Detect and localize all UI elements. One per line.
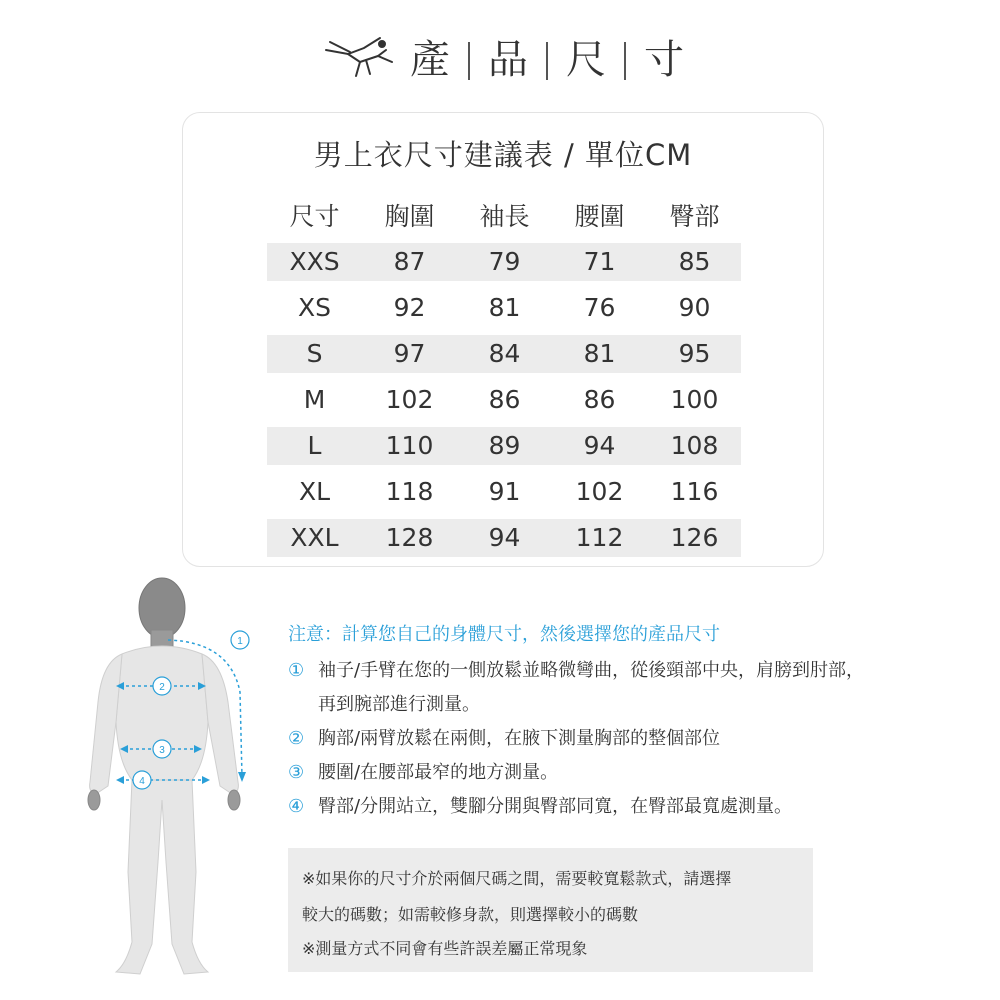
note-item (288, 722, 968, 756)
note-number: ④ (288, 796, 305, 817)
table-cell: 128 (385, 523, 434, 552)
table-cell: S (306, 339, 323, 368)
page-header (0, 30, 1000, 90)
table-cell: 76 (583, 293, 616, 322)
table-cell: XL (298, 477, 331, 506)
note-number: ② (288, 728, 305, 749)
header-divider (468, 42, 470, 80)
header-divider (546, 42, 548, 80)
note-number: ① (288, 660, 305, 681)
table-cell: 102 (385, 385, 434, 414)
table-cell: 91 (488, 477, 521, 506)
column-header-waist: 腰圍 (574, 202, 625, 231)
note-number: ③ (288, 762, 305, 783)
table-cell: 92 (393, 293, 426, 322)
table-cell: 86 (583, 385, 616, 414)
header-divider (624, 42, 626, 80)
table-cell: 81 (488, 293, 521, 322)
table-cell: M (303, 385, 326, 414)
note-text: 再到腕部進行測量。 (318, 694, 480, 715)
table-cell: 94 (488, 523, 521, 552)
table-cell: 112 (575, 523, 624, 552)
marker-2: 2 (159, 682, 165, 693)
column-header-size: 尺寸 (289, 202, 340, 231)
note-text: 臀部/分開站立，雙腳分開與臀部同寬，在臀部最寬處測量。 (318, 796, 793, 817)
column-header-hip: 臀部 (669, 202, 720, 231)
table-cell: XXS (289, 247, 340, 276)
marker-3: 3 (159, 745, 165, 756)
column-header-sleeve: 袖長 (479, 202, 530, 231)
size-chart-card (182, 112, 824, 567)
remark-line: ※如果你的尺寸介於兩個尺碼之間，需要較寬鬆款式，請選擇 (302, 869, 732, 888)
table-cell: 94 (583, 431, 616, 460)
table-cell: 100 (670, 385, 719, 414)
table-cell: 97 (393, 339, 426, 368)
table-cell: 84 (488, 339, 521, 368)
table-cell: 110 (385, 431, 434, 460)
table-cell: 87 (393, 247, 426, 276)
table-cell: 116 (670, 477, 719, 506)
note-item (288, 790, 968, 824)
size-table-header (267, 197, 741, 237)
table-cell: 126 (670, 523, 719, 552)
table-cell: 102 (575, 477, 624, 506)
header-word-3: 尺 (566, 37, 606, 83)
table-cell: XS (298, 293, 331, 322)
table-cell: 89 (488, 431, 521, 460)
remarks-box (288, 848, 813, 972)
body-measurement-figure (80, 572, 270, 982)
note-item (288, 756, 968, 790)
note-item (288, 654, 968, 722)
table-cell: L (307, 431, 322, 460)
table-cell: 108 (670, 431, 719, 460)
size-chart-title: 男上衣尺寸建議表 / 單位CM (313, 138, 693, 172)
table-cell: 79 (488, 247, 521, 276)
remark-line: 較大的碼數；如需較修身款，則選擇較小的碼數 (302, 905, 639, 924)
table-row (267, 427, 741, 465)
notes-title: 注意：計算您自己的身體尺寸，然後選擇您的產品尺寸 (288, 624, 720, 645)
measurement-notes (288, 620, 968, 824)
header-word-4: 寸 (644, 37, 684, 83)
table-cell: 71 (583, 247, 616, 276)
table-cell: 118 (385, 477, 434, 506)
table-cell: 90 (678, 293, 711, 322)
column-header-chest: 胸圍 (384, 202, 435, 231)
bird-logo-icon (320, 32, 400, 82)
remark-line: ※測量方式不同會有些許誤差屬正常現象 (302, 939, 588, 958)
note-text: 胸部/兩臂放鬆在兩側，在腋下測量胸部的整個部位 (318, 728, 721, 749)
table-cell: 86 (488, 385, 521, 414)
marker-4: 4 (139, 776, 145, 787)
header-word-1: 產 (410, 37, 450, 83)
size-table-body (267, 243, 741, 565)
table-cell: XXL (290, 523, 339, 552)
table-row (267, 519, 741, 557)
table-row (267, 289, 741, 327)
marker-1: 1 (237, 636, 243, 647)
table-row (267, 243, 741, 281)
note-text: 腰圍/在腰部最窄的地方測量。 (318, 762, 559, 783)
note-text: 袖子/手臂在您的一側放鬆並略微彎曲，從後頸部中央，肩膀到肘部， (318, 660, 865, 681)
table-row (267, 473, 741, 511)
table-row (267, 335, 741, 373)
header-word-2: 品 (488, 37, 528, 83)
table-cell: 95 (678, 339, 711, 368)
table-cell: 85 (678, 247, 711, 276)
table-row (267, 381, 741, 419)
table-cell: 81 (583, 339, 616, 368)
